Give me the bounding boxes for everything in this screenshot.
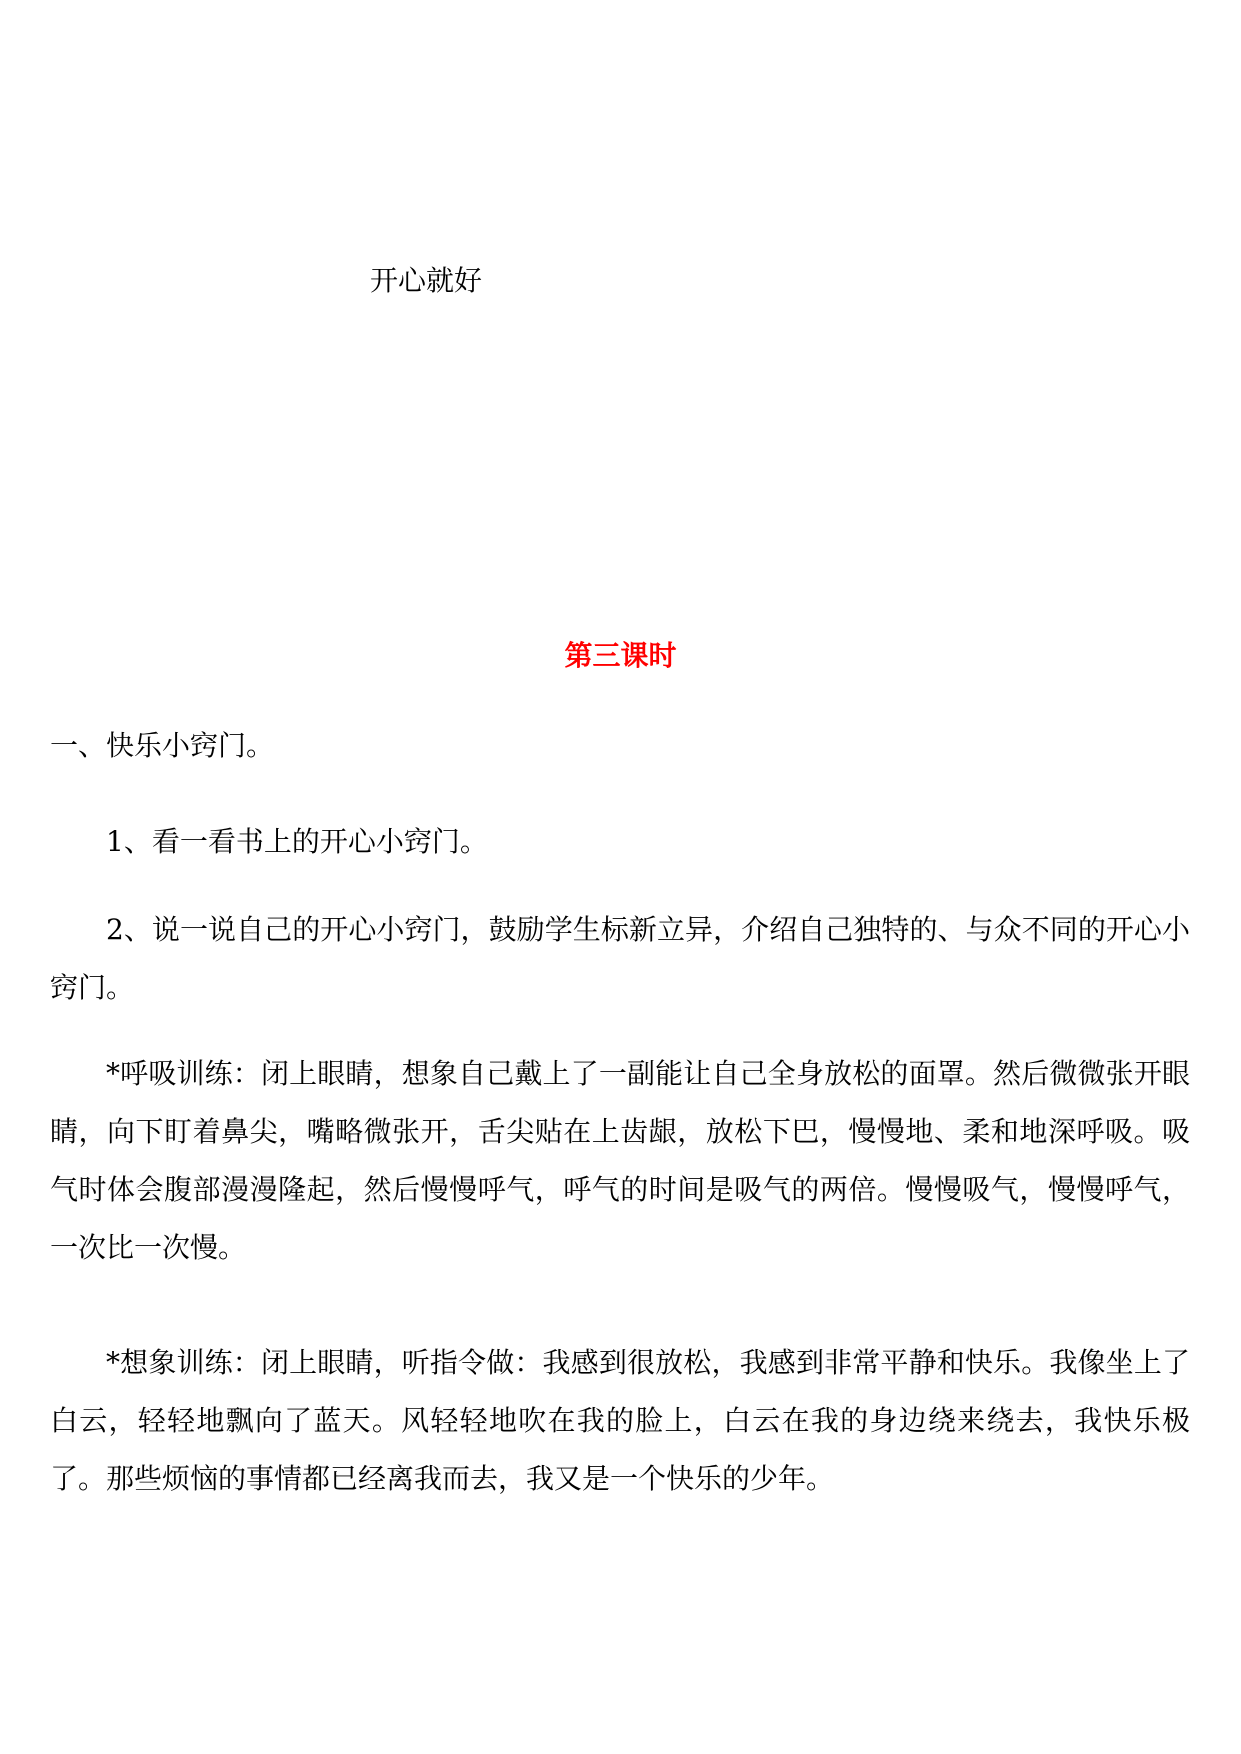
step-2-paragraph (50, 901, 1190, 1017)
item-heading: 一、快乐小窍门。 (50, 729, 275, 762)
document-title: 开心就好 (370, 264, 483, 297)
imagination-training-text: *想象训练：闭上眼睛，听指令做：我感到很放松，我感到非常平静和快乐。我像坐上了白云，轻轻地飘向了蓝天。风轻轻地吹在我的脸上，白云在我的身边绕来绕去，我快乐极了。那些烦恼的事情都已经离我而去，我又是一个快乐的少年。 (50, 1346, 1190, 1495)
step-2-text: 2、说一说自己的开心小窍门，鼓励学生标新立异，介绍自己独特的、与众不同的开心小窍门。 (50, 913, 1190, 1004)
breathing-training-text: *呼吸训练：闭上眼睛，想象自己戴上了一副能让自己全身放松的面罩。然后微微张开眼睛，向下盯着鼻尖，嘴略微张开，舌尖贴在上齿龈，放松下巴，慢慢地、柔和地深呼吸。吸气时体会腹部漫漫隆起，然后慢慢呼气，呼气的时间是吸气的两倍。慢慢吸气，慢慢呼气，一次比一次慢。 (50, 1057, 1190, 1264)
step-1: 1、看一看书上的开心小窍门。 (106, 825, 488, 858)
breathing-training-paragraph (50, 1045, 1190, 1277)
section-heading: 第三课时 (564, 639, 677, 672)
imagination-training-paragraph (50, 1334, 1190, 1508)
